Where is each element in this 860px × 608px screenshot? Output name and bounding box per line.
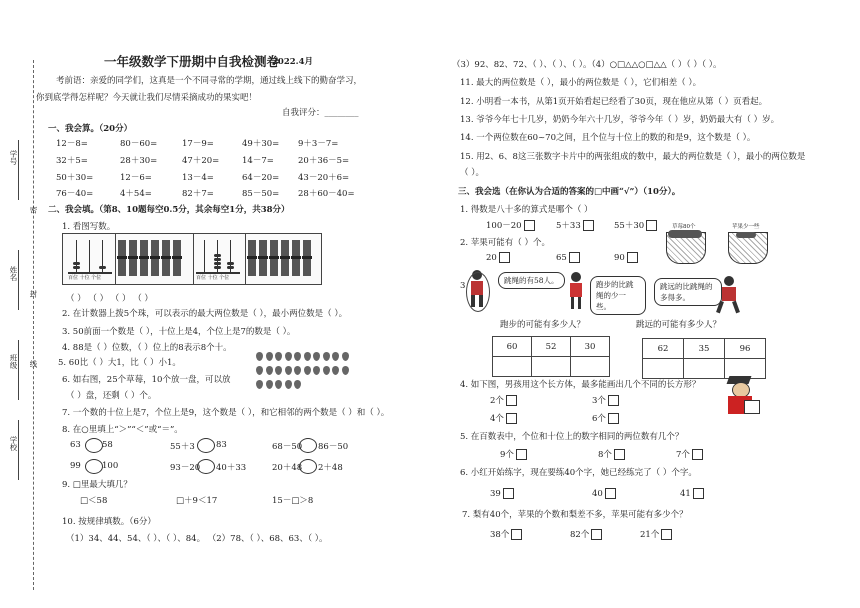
check-box[interactable]	[506, 395, 517, 406]
choice2-option-2[interactable]	[556, 252, 580, 263]
name-line	[18, 140, 19, 200]
mark-xian: 线	[29, 360, 38, 368]
choice7-option-1[interactable]	[490, 528, 522, 540]
label-xingming: 姓名	[9, 266, 18, 281]
choice7: 7. 梨有40个，苹果的个数和梨差不多，苹果可能有多少个？	[462, 510, 688, 520]
check-box[interactable]	[516, 449, 527, 460]
option-label: 55＋30	[614, 221, 645, 231]
girl-image	[566, 272, 586, 310]
check-box[interactable]	[608, 395, 619, 406]
option-label: 38个	[490, 530, 510, 540]
check-box[interactable]	[614, 449, 625, 460]
strawberry-icon	[294, 352, 301, 361]
strawberry-icon	[332, 352, 339, 361]
table-cell: 35	[684, 339, 725, 359]
calc-item: 9＋3－7=	[298, 139, 339, 149]
choice4-option-2[interactable]	[592, 394, 619, 406]
q13: 13. 爷爷今年七十几岁，奶奶今年六十几岁，爷爷今年（ ）岁，奶奶最大有（ ）岁。	[460, 115, 780, 125]
stick-bundles-1	[118, 240, 190, 280]
q4: 4. 88是（ ）位数，（ ）位上的8表示8个十。	[62, 343, 232, 353]
mark-mi: 密	[29, 206, 38, 214]
choice6-option-3[interactable]	[680, 488, 704, 499]
strawberry-icon	[256, 366, 263, 375]
choice7-option-2[interactable]	[570, 528, 602, 540]
answer-cell[interactable]	[643, 359, 684, 379]
choice3-number: 3	[460, 281, 466, 291]
abacus-2-labels: 百位 十位 个位	[196, 275, 230, 281]
answer-cell[interactable]	[493, 357, 532, 377]
apple-basket-image	[726, 226, 770, 264]
q12: 12. 小明看一本书，从第1页开始看起已经看了30页，现在他应从第（ ）页看起。	[460, 97, 768, 107]
name-line	[18, 250, 19, 310]
abacus-1-labels: 百位 十位 个位	[68, 275, 102, 281]
check-box[interactable]	[693, 488, 704, 499]
option-label: 2个	[490, 396, 504, 406]
compare-right: 40＋33	[216, 463, 247, 473]
option-label: 5＋33	[556, 221, 581, 231]
strawberry-icon	[294, 366, 301, 375]
check-box[interactable]	[605, 488, 616, 499]
strawberry-icon	[304, 366, 311, 375]
choice4: 4. 如下图，男孩用这个长方体，最多能画出几个不同的长方形？	[460, 380, 701, 390]
strawberry-icon	[313, 352, 320, 361]
choice6-option-2[interactable]	[592, 488, 616, 499]
option-label: 82个	[570, 530, 590, 540]
label-xuehao: 学号	[9, 150, 18, 165]
school-line	[18, 420, 19, 480]
compare-circle[interactable]	[197, 459, 215, 474]
option-label: 6个	[592, 414, 606, 424]
choice5-option-2[interactable]	[598, 448, 625, 460]
choice4-option-3[interactable]	[490, 412, 517, 424]
option-label: 21个	[640, 530, 660, 540]
choice5: 5. 在百数表中，个位和十位上的数字相同的两位数有几个？	[460, 432, 684, 442]
table-cell: 62	[643, 339, 684, 359]
check-box[interactable]	[569, 252, 580, 263]
q1-answer-blanks: （ ） （ ） （ ） （ ）	[66, 294, 153, 304]
option-label: 7个	[676, 450, 690, 460]
calc-item: 80－60=	[120, 139, 158, 149]
boy-with-box-image	[720, 374, 760, 420]
option-label: 4个	[490, 414, 504, 424]
self-evaluation: 自我评分：________	[282, 108, 359, 118]
cut-line	[33, 60, 34, 590]
check-box[interactable]	[511, 529, 522, 540]
q10-parts: （1）34、44、54、（ ）、（ ）、84。 （2）78、（ ）、68、63、（ ）。	[66, 534, 328, 544]
q2: 2. 在计数器上拨5个珠，可以表示的最大两位数是（ ），最小两位数是（ ）。	[62, 309, 348, 319]
strawberry-icon	[285, 366, 292, 375]
calc-item: 13－4=	[182, 173, 214, 183]
page-title: 一年级数学下册期中自我检测卷	[104, 54, 280, 69]
bundle-band	[161, 256, 171, 259]
q15-line2: （ ）。	[460, 168, 484, 178]
abacus-2	[196, 236, 240, 282]
choice5-option-3[interactable]	[676, 448, 703, 460]
strawberry-icon	[323, 352, 330, 361]
abacus-1	[68, 236, 112, 282]
strawberry-icon	[275, 352, 282, 361]
compare-left: 20＋48	[272, 463, 303, 473]
check-box[interactable]	[583, 220, 594, 231]
option-label: 65	[556, 253, 567, 263]
q9: 9. □里最大填几？	[62, 480, 132, 490]
compare-right: 2＋48	[318, 463, 343, 473]
bundle-band	[139, 256, 149, 259]
table-cell: 96	[725, 339, 766, 359]
strawberry-icon	[285, 352, 292, 361]
basket1-label: 草莓80个	[672, 224, 696, 230]
run-options-table	[492, 336, 610, 377]
strawberry-icon	[266, 366, 273, 375]
option-label: 40	[592, 489, 603, 499]
table-cell: 60	[493, 337, 532, 357]
compare-circle[interactable]	[85, 438, 103, 453]
q7: 7. 一个数的十位上是7，个位上是9，这个数是（ ），和它相邻的两个数是（ ）和（ ）。	[62, 408, 390, 418]
check-box[interactable]	[499, 252, 510, 263]
check-box[interactable]	[524, 220, 535, 231]
strawberry-icon	[323, 366, 330, 375]
calc-item: 12－8=	[56, 139, 88, 149]
answer-cell[interactable]	[684, 359, 725, 379]
answer-cell[interactable]	[532, 357, 571, 377]
compare-right: 86－50	[318, 442, 349, 452]
calc-item: 17－9=	[182, 139, 214, 149]
q14: 14. 一个两位数在60~70之间，且个位与十位上的数的和是9，这个数是（ ）。	[460, 133, 756, 143]
q6-line1: 6. 如右图，25个草莓，10个放一盘，可以放	[62, 375, 231, 385]
compare-left: 93－20	[170, 463, 201, 473]
intro-line1: 考前语：亲爱的同学们，这真是一个不同寻常的学期，通过线上线下的勤奋学习，	[56, 76, 363, 86]
compare-right: 58	[102, 440, 113, 450]
choice2-option-3[interactable]	[614, 252, 638, 263]
option-label: 8个	[598, 450, 612, 460]
bundle-band	[291, 256, 301, 259]
choice1-option-1[interactable]	[486, 219, 535, 231]
compare-left: 99	[70, 461, 81, 471]
compare-left: 68－50	[272, 442, 303, 452]
strawberry-icon	[342, 366, 349, 375]
strawberry-icon	[275, 380, 282, 389]
bundle-band	[117, 256, 127, 259]
speech-bubble-2: 跑步的比跳绳的少一些。	[590, 276, 646, 315]
calc-item: 50＋30=	[56, 173, 94, 183]
bundle-band	[172, 256, 182, 259]
label-banji: 班级	[9, 354, 18, 369]
choice1: 1. 得数是八十多的算式是哪个（ ）	[460, 205, 593, 215]
choice3-question-jump: 跳远的可能有多少人？	[636, 320, 722, 330]
bundle-band	[128, 256, 138, 259]
rope-jump-boy-image	[466, 268, 488, 310]
calc-item: 12－6=	[120, 173, 152, 183]
strawberry-basket-image	[664, 226, 708, 264]
check-box[interactable]	[627, 252, 638, 263]
compare-right: 100	[102, 461, 119, 471]
calc-item: 47＋20=	[182, 156, 220, 166]
q9-item-2: □＋9＜17	[176, 496, 218, 506]
bundle-band	[302, 256, 312, 259]
bundle-band	[247, 256, 257, 259]
class-line	[18, 340, 19, 400]
check-box[interactable]	[661, 529, 672, 540]
check-box[interactable]	[692, 449, 703, 460]
check-box[interactable]	[591, 529, 602, 540]
compare-left: 63	[70, 440, 81, 450]
section2-heading: 二、我会填。（第8、10题每空0.5分，其余每空1分，共38分）	[48, 205, 290, 215]
strawberry-icon	[313, 366, 320, 375]
strawberries-image	[256, 352, 352, 396]
option-label: 20	[486, 253, 497, 263]
q10: 10. 按规律填数。（6分）	[62, 517, 156, 527]
check-box[interactable]	[608, 413, 619, 424]
bundle-band	[269, 256, 279, 259]
calc-item: 49＋30=	[242, 139, 280, 149]
strawberry-icon	[285, 380, 292, 389]
section3-heading: 三、我会选（在你认为合适的答案的□中画“√”）（10分）。	[458, 187, 681, 197]
q10-continued: （3）92、82、72、（ ）、（ ）、（ ）。（4）○□△△○□△△（ ）（ ）（ ）。	[452, 60, 722, 70]
calc-item: 20＋36－5=	[298, 156, 350, 166]
check-box[interactable]	[503, 488, 514, 499]
compare-circle[interactable]	[299, 459, 317, 474]
exam-date: 2022.4月	[272, 57, 314, 67]
check-box[interactable]	[506, 413, 517, 424]
q6-line2: （ ）盘，还剩（ ）个。	[66, 391, 157, 401]
choice2-option-1[interactable]	[486, 252, 510, 263]
choice6: 6. 小红开始练字，现在要练40个字，她已经练完了（ ）个字。	[460, 468, 697, 478]
section1-heading: 一、我会算。（20分）	[48, 124, 133, 134]
strawberry-icon	[275, 366, 282, 375]
compare-circle[interactable]	[85, 459, 103, 474]
compare-circle[interactable]	[299, 438, 317, 453]
strawberry-icon	[304, 352, 311, 361]
strawberry-icon	[294, 380, 301, 389]
option-label: 9个	[500, 450, 514, 460]
answer-cell[interactable]	[571, 357, 610, 377]
check-box[interactable]	[646, 220, 657, 231]
bundle-band	[150, 256, 160, 259]
option-label: 3个	[592, 396, 606, 406]
calc-item: 82＋7=	[182, 189, 214, 199]
q9-item-1: □＜58	[80, 496, 108, 506]
q9-item-3: 15－□＞8	[272, 496, 314, 506]
compare-left: 55＋3	[170, 442, 195, 452]
calc-item: 76－40=	[56, 189, 94, 199]
compare-right: 83	[216, 440, 227, 450]
basket2-label: 苹果少一些	[732, 224, 760, 230]
strawberry-icon	[266, 352, 273, 361]
choice4-option-4[interactable]	[592, 412, 619, 424]
strawberry-icon	[266, 380, 273, 389]
calc-item: 32＋5=	[56, 156, 88, 166]
q11: 11. 最大的两位数是（ ），最小的两位数是（ ），它们相差（ ）。	[460, 78, 702, 88]
option-label: 90	[614, 253, 625, 263]
strawberry-icon	[342, 352, 349, 361]
option-label: 39	[490, 489, 501, 499]
strawberry-icon	[256, 352, 263, 361]
speech-bubble-3: 跳远的比跳绳的多得多。	[654, 278, 722, 306]
calc-item: 85－50=	[242, 189, 280, 199]
q3: 3. 50前面一个数是（ ），十位上是4，个位上是7的数是（ ）。	[62, 327, 296, 337]
q8: 8. 在○里填上“＞”“＜”或“＝”。	[62, 425, 183, 435]
intro-line2: 你到底学得怎样呢？今天就让我们尽情采摘成功的果实吧！	[36, 93, 258, 103]
calc-item: 43－20＋6=	[298, 173, 350, 183]
long-jump-boy-image	[716, 276, 742, 316]
q5: 5. 60比（ ）大1，比（ ）小1。	[58, 358, 181, 368]
calc-item: 28＋30=	[120, 156, 158, 166]
jump-options-table	[642, 338, 766, 379]
calc-item: 14－7=	[242, 156, 274, 166]
stick-bundles-2	[248, 240, 318, 280]
bundle-band	[280, 256, 290, 259]
mark-feng: 封	[29, 290, 38, 298]
calc-item: 64－20=	[242, 173, 280, 183]
choice2: 2. 苹果可能有（ ）个。	[460, 238, 551, 248]
choice1-option-3[interactable]	[614, 219, 657, 231]
choice4-option-1[interactable]	[490, 394, 517, 406]
strawberry-icon	[256, 380, 263, 389]
choice1-option-2[interactable]	[556, 219, 594, 231]
choice6-option-1[interactable]	[490, 488, 514, 499]
q1: 1. 看图写数。	[62, 222, 116, 232]
calc-item: 28＋60－40=	[298, 189, 355, 199]
choice7-option-3[interactable]	[640, 528, 672, 540]
label-xuexiao: 学校	[9, 436, 18, 451]
q15-line1: 15. 用2、6、8这三张数字卡片中的两张组成的数中，最大的两位数是（ ），最小的两位数是	[460, 152, 806, 162]
speech-bubble-1: 跳绳的有58人。	[498, 272, 565, 289]
calc-item: 4＋54=	[120, 189, 152, 199]
strawberry-icon	[332, 366, 339, 375]
table-cell: 30	[571, 337, 610, 357]
choice3-question-run: 跑步的可能有多少人？	[500, 320, 586, 330]
bundle-band	[258, 256, 268, 259]
compare-circle[interactable]	[197, 438, 215, 453]
option-label: 41	[680, 489, 691, 499]
choice5-option-1[interactable]	[500, 448, 527, 460]
option-label: 100－20	[486, 221, 522, 231]
table-cell: 52	[532, 337, 571, 357]
